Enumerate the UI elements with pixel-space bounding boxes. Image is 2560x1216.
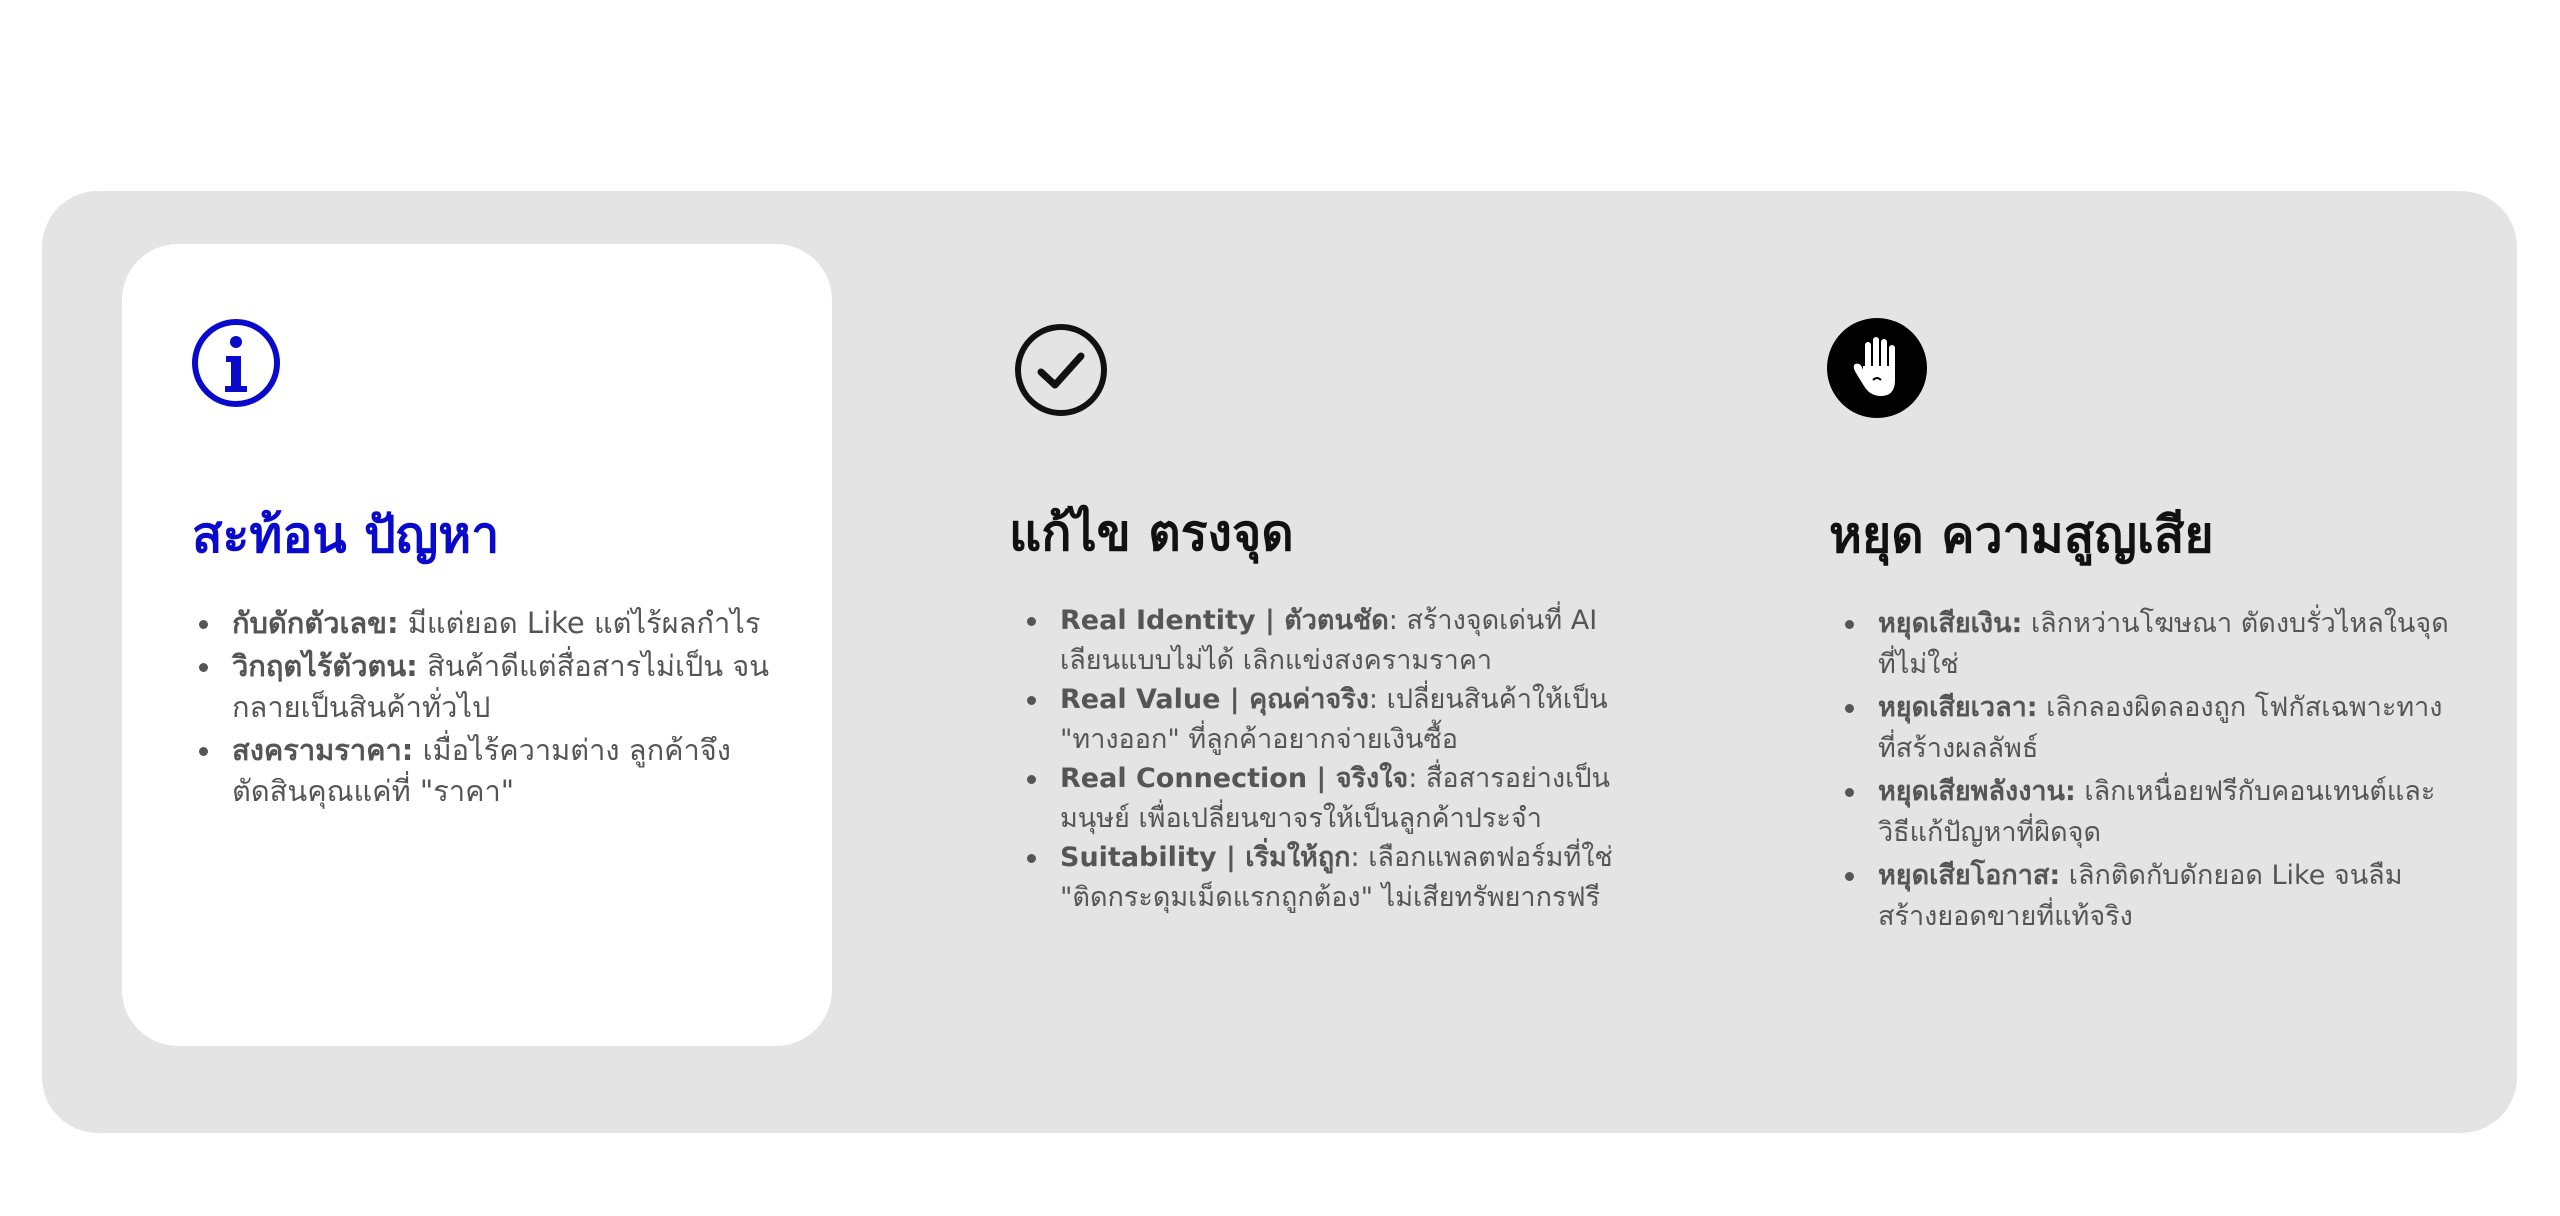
list-item: วิกฤตไร้ตัวตน: สินค้าดีแต่สื่อสารไม่เป็น จนกลายเป็นสินค้าทั่วไป: [232, 646, 802, 728]
check-circle-icon: [1011, 320, 1111, 420]
column-title-fix-point: แก้ไข ตรงจุด: [1009, 504, 1294, 562]
solution-list: [1008, 601, 1640, 917]
list-item: Suitability | เริ่มให้ถูก: เลือกแพลตฟอร์มที่ใช่ "ติดกระดุมเม็ดแรกถูกต้อง" ไม่เสียทรัพยากรฟรี: [1060, 838, 1640, 917]
list-item: Real Identity | ตัวตนชัด: สร้างจุดเด่นที่ AI เลียนแบบไม่ได้ เลิกแข่งสงครามราคา: [1060, 601, 1640, 680]
column-title-stop-loss: หยุด ความสูญเสีย: [1829, 506, 2214, 564]
list-item: หยุดเสียโอกาส: เลิกติดกับดักยอด Like จนลืมสร้างยอดขายที่แท้จริง: [1878, 855, 2458, 937]
list-item: หยุดเสียพลังงาน: เลิกเหนื่อยฟรีกับคอนเทนต์และวิธีแก้ปัญหาที่ผิดจุด: [1878, 771, 2458, 853]
list-item: กับดักตัวเลข: มีแต่ยอด Like แต่ไร้ผลกำไร: [232, 603, 802, 644]
list-item: Real Connection | จริงใจ: สื่อสารอย่างเป็นมนุษย์ เพื่อเปลี่ยนขาจรให้เป็นลูกค้าประจำ: [1060, 759, 1640, 838]
list-item: หยุดเสียเงิน: เลิกหว่านโฆษณา ตัดงบรั่วไหลในจุดที่ไม่ใช่: [1878, 603, 2458, 685]
list-item: Real Value | คุณค่าจริง: เปลี่ยนสินค้าให้เป็น "ทางออก" ที่ลูกค้าอยากจ่ายเงินซื้อ: [1060, 680, 1640, 759]
list-item: หยุดเสียเวลา: เลิกลองผิดลองถูก โฟกัสเฉพาะทางที่สร้างผลลัพธ์: [1878, 687, 2458, 769]
info-icon: [188, 315, 288, 415]
stop-hand-icon: [1827, 318, 1927, 418]
list-item: สงครามราคา: เมื่อไร้ความต่าง ลูกค้าจึงตัดสินคุณแค่ที่ "ราคา": [232, 730, 802, 812]
column-title-reflect-problem: สะท้อน ปัญหา: [192, 506, 500, 564]
stop-loss-list: [1826, 603, 2458, 939]
problem-list: [180, 603, 802, 814]
